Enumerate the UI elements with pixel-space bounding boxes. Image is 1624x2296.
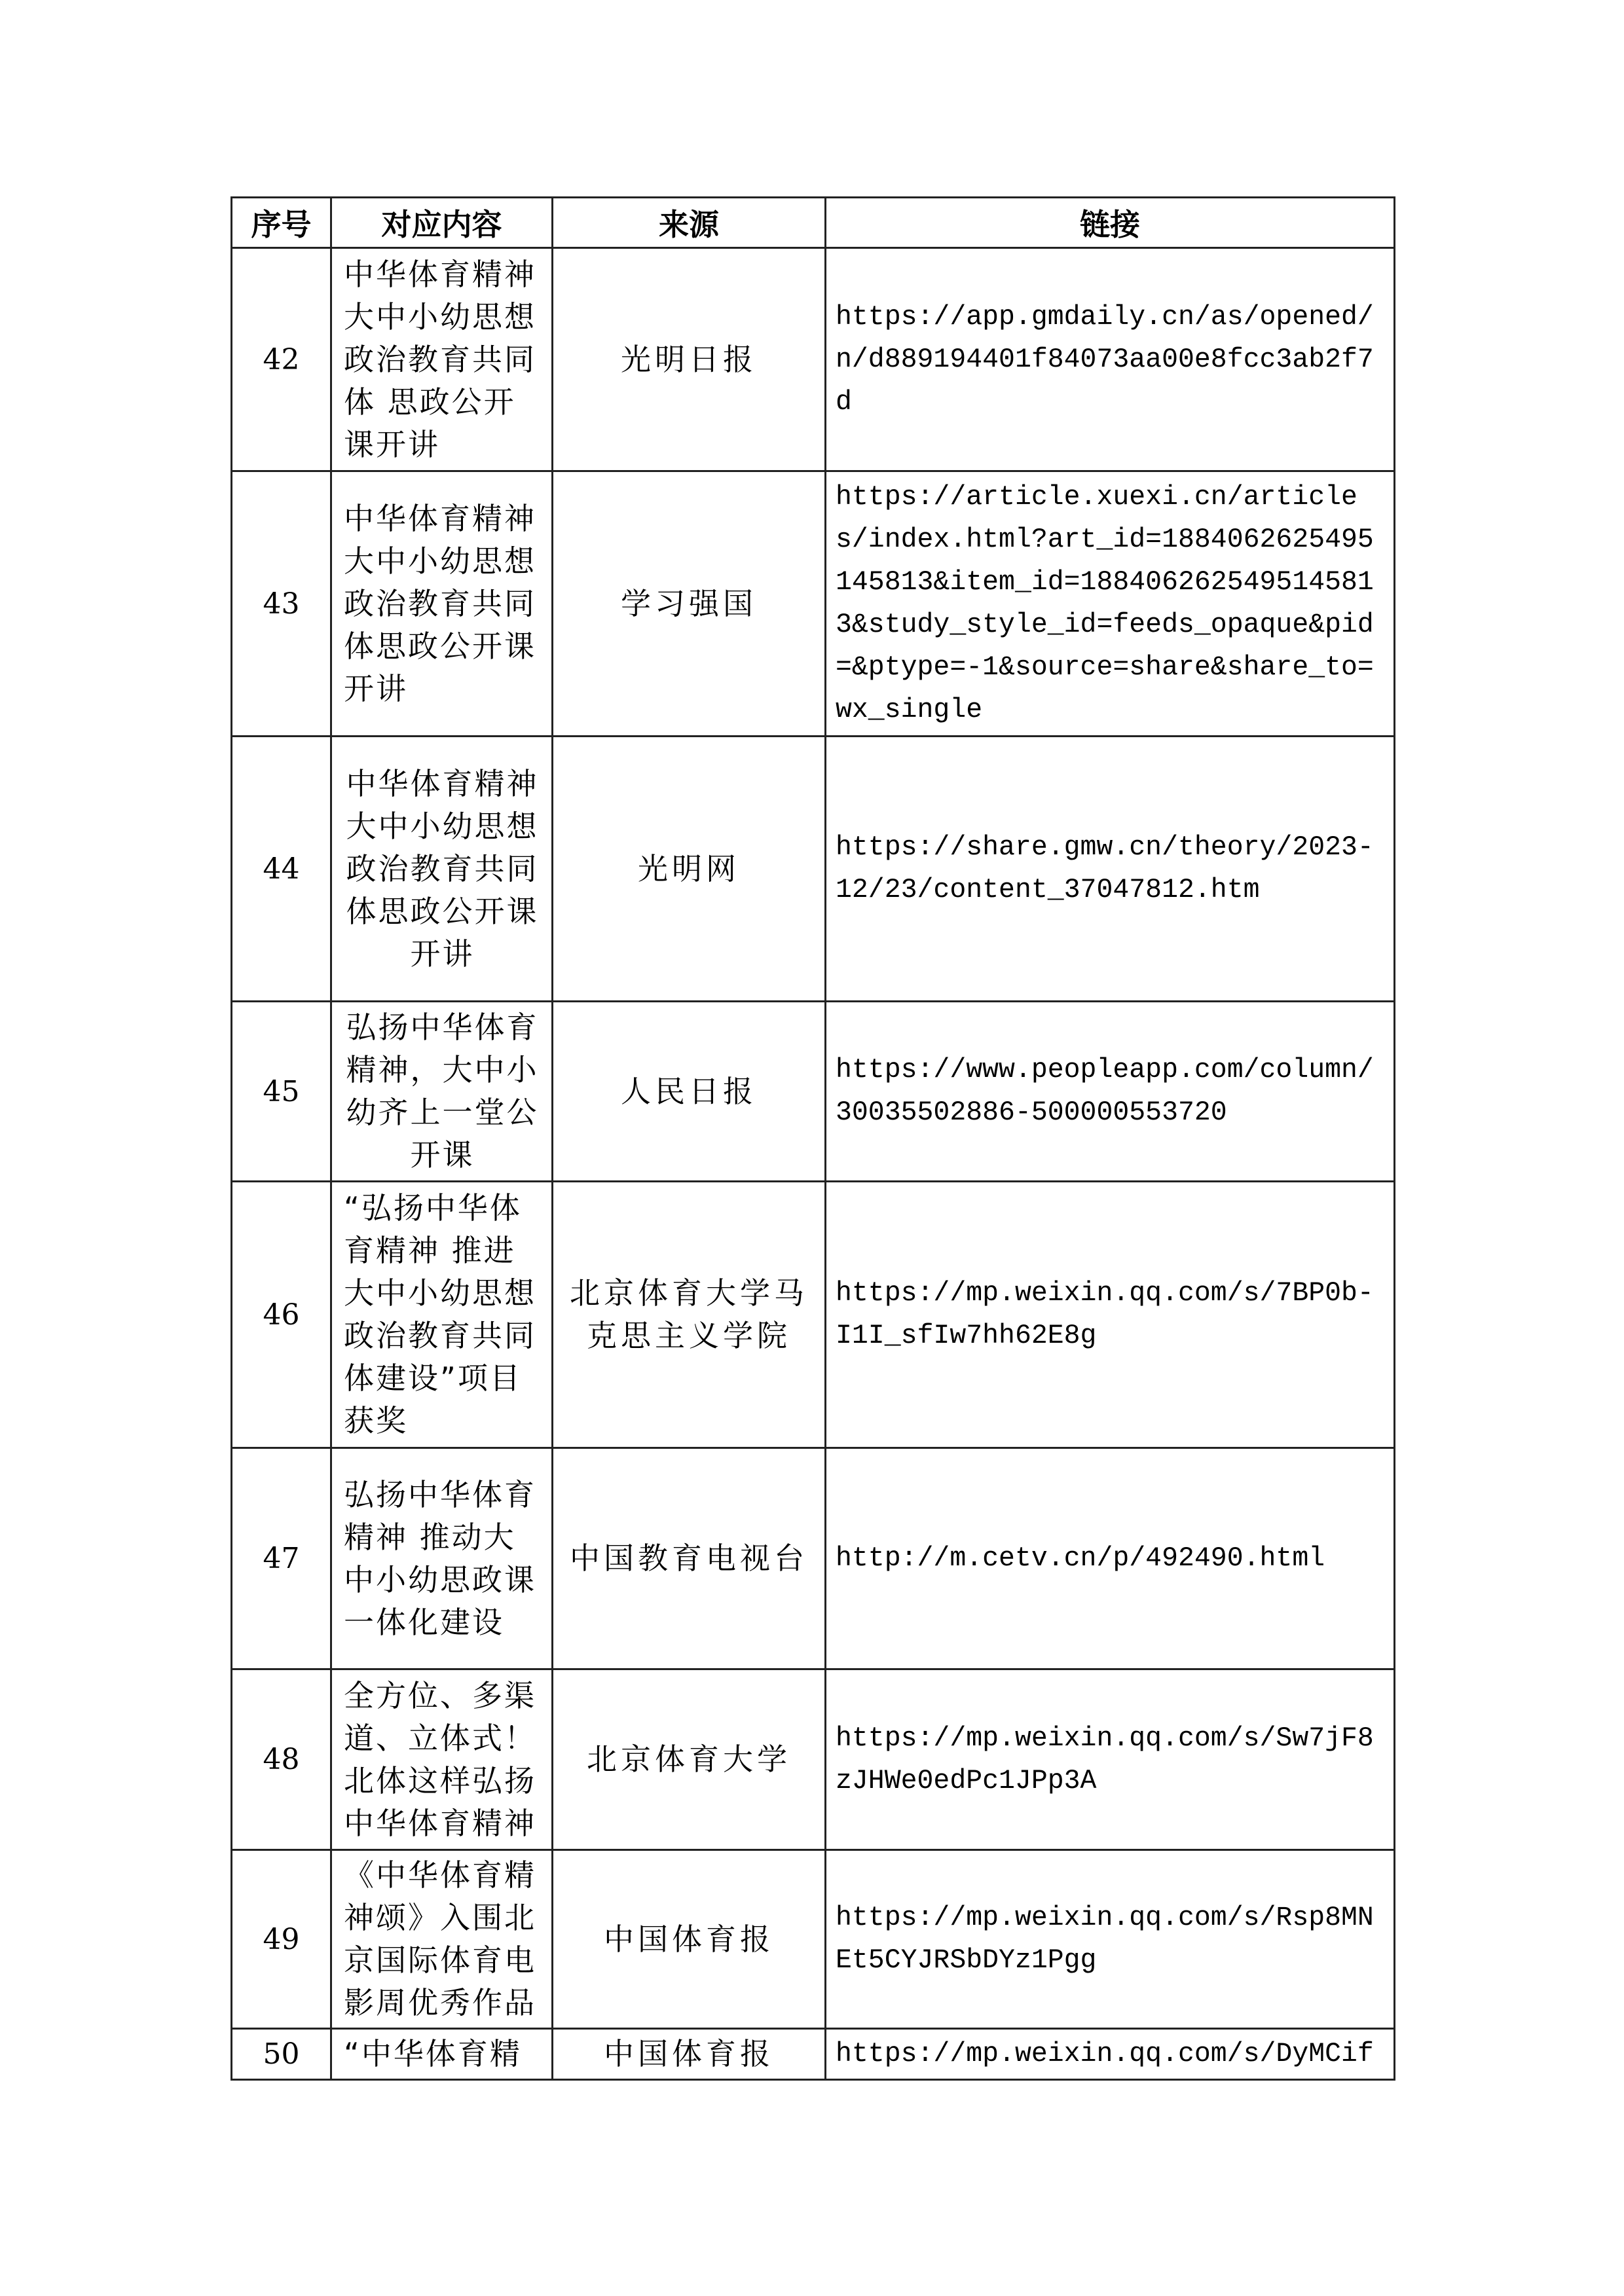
row-source: 北京体育大学 <box>553 1669 826 1850</box>
row-content: 《中华体育精神颂》入围北京国际体育电影周优秀作品 <box>331 1850 553 2029</box>
row-source: 中国体育报 <box>553 2029 826 2080</box>
row-index: 45 <box>232 1002 331 1182</box>
header-source: 来源 <box>553 198 826 248</box>
row-content: “弘扬中华体育精神 推进大中小幼思想政治教育共同体建设”项目获奖 <box>331 1182 553 1448</box>
row-source: 中国体育报 <box>553 1850 826 2029</box>
table-row <box>232 1850 1395 2029</box>
row-content: 弘扬中华体育精神，大中小幼齐上一堂公开课 <box>331 1002 553 1182</box>
row-content: 全方位、多渠道、立体式！北体这样弘扬中华体育精神 <box>331 1669 553 1850</box>
row-source: 学习强国 <box>553 471 826 737</box>
row-index: 50 <box>232 2029 331 2080</box>
header-index: 序号 <box>232 198 331 248</box>
row-content: 中华体育精神大中小幼思想政治教育共同体思政公开课开讲 <box>331 471 553 737</box>
table-row <box>232 737 1395 1002</box>
row-source: 光明网 <box>553 737 826 1002</box>
row-index: 42 <box>232 248 331 471</box>
row-index: 47 <box>232 1448 331 1669</box>
row-link[interactable]: http://m.cetv.cn/p/492490.html <box>826 1448 1395 1669</box>
table-row <box>232 1182 1395 1448</box>
row-source: 人民日报 <box>553 1002 826 1182</box>
row-link[interactable]: https://mp.weixin.qq.com/s/Rsp8MNEt5CYJRSbDYz1Pgg <box>826 1850 1395 2029</box>
table-row <box>232 248 1395 471</box>
row-content: 中华体育精神大中小幼思想政治教育共同体 思政公开课开讲 <box>331 248 553 471</box>
table-row <box>232 471 1395 737</box>
row-link[interactable]: https://article.xuexi.cn/articles/index.html?art_id=1884062625495145813&item_id=1884062625495145813&study_style_id=feeds_opaque&pid=&ptype=-1&source=share&share_to=wx_single <box>826 471 1395 737</box>
table-row <box>232 1002 1395 1182</box>
header-link: 链接 <box>826 198 1395 248</box>
table-header-row <box>232 198 1395 248</box>
row-source: 北京体育大学马克思主义学院 <box>553 1182 826 1448</box>
row-source: 中国教育电视台 <box>553 1448 826 1669</box>
row-link[interactable]: https://mp.weixin.qq.com/s/Sw7jF8zJHWe0edPc1JPp3A <box>826 1669 1395 1850</box>
row-index: 46 <box>232 1182 331 1448</box>
row-content: 弘扬中华体育精神 推动大中小幼思政课一体化建设 <box>331 1448 553 1669</box>
table-row <box>232 1669 1395 1850</box>
row-link[interactable]: https://mp.weixin.qq.com/s/DyMCif <box>826 2029 1395 2080</box>
links-table <box>231 196 1395 2081</box>
table-row <box>232 2029 1395 2080</box>
row-link[interactable]: https://www.peopleapp.com/column/30035502886-500000553720 <box>826 1002 1395 1182</box>
table-row <box>232 1448 1395 1669</box>
row-index: 49 <box>232 1850 331 2029</box>
row-link[interactable]: https://app.gmdaily.cn/as/opened/n/d889194401f84073aa00e8fcc3ab2f7d <box>826 248 1395 471</box>
row-link[interactable]: https://share.gmw.cn/theory/2023-12/23/content_37047812.htm <box>826 737 1395 1002</box>
row-source: 光明日报 <box>553 248 826 471</box>
row-index: 48 <box>232 1669 331 1850</box>
row-index: 43 <box>232 471 331 737</box>
row-index: 44 <box>232 737 331 1002</box>
row-content: “中华体育精 <box>331 2029 553 2080</box>
header-content: 对应内容 <box>331 198 553 248</box>
row-link[interactable]: https://mp.weixin.qq.com/s/7BP0b-I1I_sfIw7hh62E8g <box>826 1182 1395 1448</box>
row-content: 中华体育精神大中小幼思想政治教育共同体思政公开课开讲 <box>331 737 553 1002</box>
